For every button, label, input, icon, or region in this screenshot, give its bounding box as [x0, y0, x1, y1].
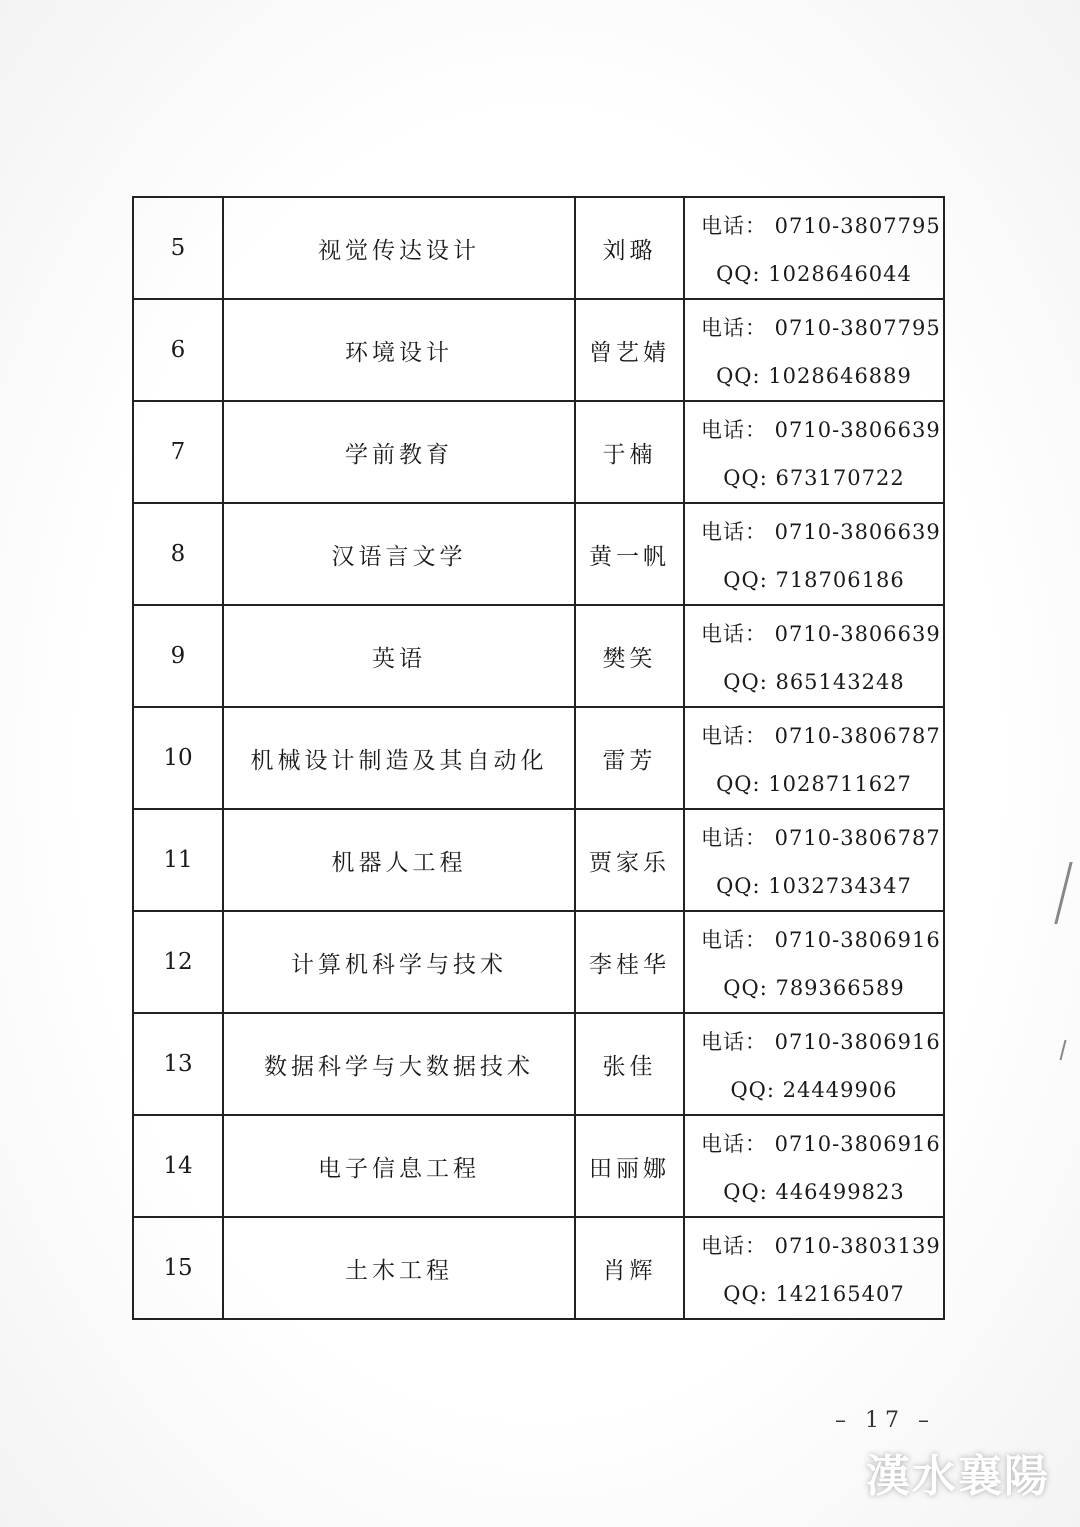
table-row [133, 401, 944, 503]
qq-number: QQ: 1028646889 [716, 364, 912, 388]
watermark-logo: 漢水襄陽 [866, 1451, 1050, 1502]
phone-number: 电话： 0710-3807795 [701, 316, 941, 340]
contact-info-cell [684, 299, 944, 401]
table-row [133, 707, 944, 809]
qq-number: QQ: 1028711627 [716, 772, 912, 796]
major-cell: 学前教育 [223, 401, 575, 503]
major-cell: 机械设计制造及其自动化 [223, 707, 575, 809]
phone-number: 电话： 0710-3806639 [701, 418, 941, 442]
phone-number: 电话： 0710-3806639 [701, 622, 941, 646]
row-number-cell: 10 [133, 707, 223, 809]
phone-number: 电话： 0710-3806916 [701, 928, 941, 952]
contact-person-cell: 李桂华 [575, 911, 684, 1013]
major-cell: 数据科学与大数据技术 [223, 1013, 575, 1115]
contact-person-cell: 曾艺婧 [575, 299, 684, 401]
row-number-cell: 13 [133, 1013, 223, 1115]
contact-table-body [133, 197, 944, 1319]
contact-info-cell [684, 401, 944, 503]
table-row [133, 1115, 944, 1217]
phone-number: 电话： 0710-3806916 [701, 1132, 941, 1156]
table-row [133, 1217, 944, 1319]
contact-info-cell [684, 809, 944, 911]
contact-person-cell: 田丽娜 [575, 1115, 684, 1217]
row-number-cell: 6 [133, 299, 223, 401]
margin-scan-mark [1060, 1040, 1080, 1060]
row-number-cell: 15 [133, 1217, 223, 1319]
major-cell: 汉语言文学 [223, 503, 575, 605]
contact-info-cell [684, 197, 944, 299]
phone-number: 电话： 0710-3806787 [701, 826, 941, 850]
qq-number: QQ: 446499823 [723, 1180, 905, 1204]
qq-number: QQ: 1032734347 [716, 874, 912, 898]
table-row [133, 911, 944, 1013]
phone-number: 电话： 0710-3806639 [701, 520, 941, 544]
row-number-cell: 8 [133, 503, 223, 605]
major-cell: 计算机科学与技术 [223, 911, 575, 1013]
qq-number: QQ: 673170722 [723, 466, 905, 490]
row-number-cell: 14 [133, 1115, 223, 1217]
contact-person-cell: 肖辉 [575, 1217, 684, 1319]
major-cell: 电子信息工程 [223, 1115, 575, 1217]
phone-number: 电话： 0710-3807795 [701, 214, 941, 238]
table-row [133, 809, 944, 911]
table-row [133, 503, 944, 605]
table-row [133, 197, 944, 299]
table-row [133, 605, 944, 707]
phone-number: 电话： 0710-3806787 [701, 724, 941, 748]
row-number-cell: 9 [133, 605, 223, 707]
row-number-cell: 12 [133, 911, 223, 1013]
contact-info-cell [684, 503, 944, 605]
major-cell: 环境设计 [223, 299, 575, 401]
major-cell: 英语 [223, 605, 575, 707]
qq-number: QQ: 865143248 [723, 670, 905, 694]
phone-number: 电话： 0710-3806916 [701, 1030, 941, 1054]
contact-info-cell [684, 1115, 944, 1217]
row-number-cell: 5 [133, 197, 223, 299]
contact-table [132, 196, 945, 1320]
contact-person-cell: 于楠 [575, 401, 684, 503]
contact-person-cell: 张佳 [575, 1013, 684, 1115]
qq-number: QQ: 1028646044 [716, 262, 912, 286]
contact-info-cell [684, 1013, 944, 1115]
table-row [133, 299, 944, 401]
contact-person-cell: 黄一帆 [575, 503, 684, 605]
table-row [133, 1013, 944, 1115]
row-number-cell: 7 [133, 401, 223, 503]
qq-number: QQ: 24449906 [730, 1078, 898, 1102]
major-cell: 土木工程 [223, 1217, 575, 1319]
page-number: – 17 – [835, 1408, 935, 1433]
phone-number: 电话： 0710-3803139 [701, 1234, 941, 1258]
contact-info-cell [684, 605, 944, 707]
contact-info-cell [684, 1217, 944, 1319]
contact-person-cell: 樊笑 [575, 605, 684, 707]
contact-info-cell [684, 911, 944, 1013]
row-number-cell: 11 [133, 809, 223, 911]
contact-person-cell: 贾家乐 [575, 809, 684, 911]
qq-number: QQ: 142165407 [723, 1282, 905, 1306]
qq-number: QQ: 789366589 [723, 976, 905, 1000]
major-cell: 视觉传达设计 [223, 197, 575, 299]
contact-person-cell: 刘璐 [575, 197, 684, 299]
contact-person-cell: 雷芳 [575, 707, 684, 809]
major-cell: 机器人工程 [223, 809, 575, 911]
qq-number: QQ: 718706186 [723, 568, 905, 592]
contact-info-cell [684, 707, 944, 809]
